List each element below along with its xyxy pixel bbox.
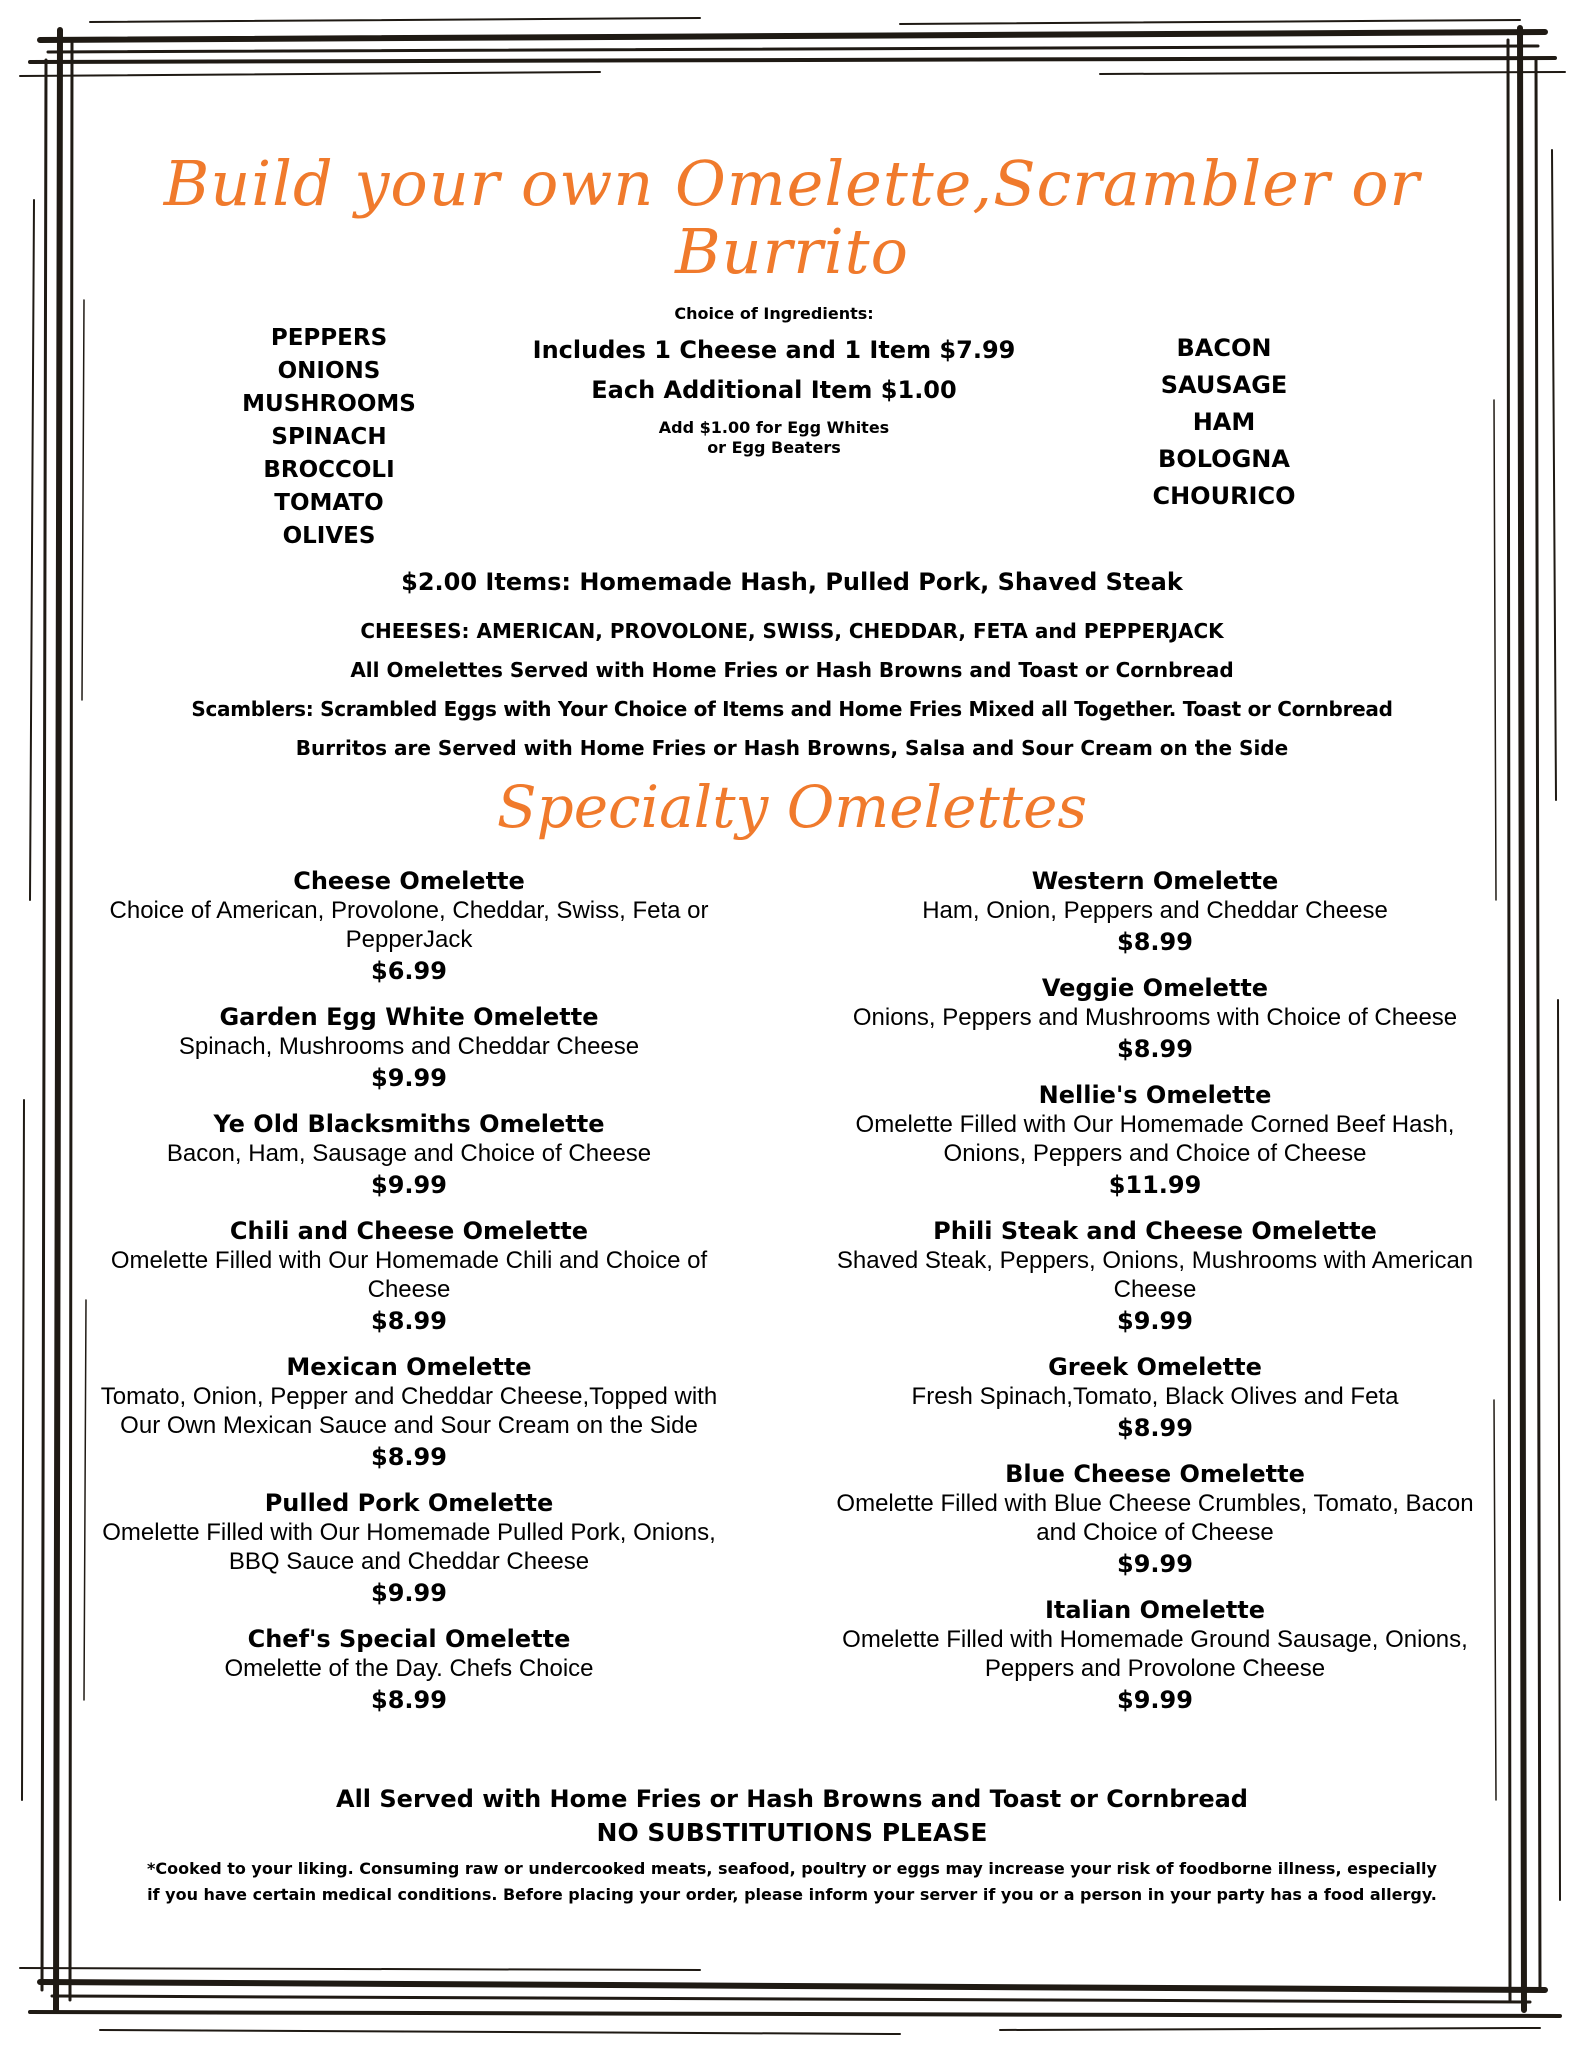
menu-item-price: $9.99 bbox=[371, 1171, 447, 1200]
burritos-note: Burritos are Served with Home Fries or Hash Browns, Salsa and Sour Cream on the Side bbox=[295, 736, 1289, 761]
menu-item-name: Ye Old Blacksmiths Omelette bbox=[213, 1110, 605, 1139]
menu-item-price: $9.99 bbox=[1117, 1550, 1193, 1579]
menu-item-name: Nellie's Omelette bbox=[1038, 1081, 1272, 1110]
menu-item bbox=[84, 1109, 734, 1202]
meat-list bbox=[1134, 330, 1314, 515]
specialty-column-left bbox=[84, 866, 734, 1731]
meat-item: CHOURICO bbox=[1152, 482, 1296, 511]
omelettes-served-note: All Omelettes Served with Home Fries or Hash Browns and Toast or Cornbread bbox=[350, 658, 1234, 683]
page-title: Build your own Omelette,Scrambler or Burrito bbox=[163, 147, 1421, 289]
menu-item-name: Blue Cheese Omelette bbox=[1005, 1460, 1305, 1489]
menu-item-description: Spinach, Mushrooms and Cheddar Cheese bbox=[178, 1033, 640, 1061]
menu-item-description: Tomato, Onion, Pepper and Cheddar Cheese,Topped with Our Own Mexican Sauce and Sour Cream on the Side bbox=[100, 1383, 718, 1440]
meat-item: HAM bbox=[1192, 408, 1256, 437]
menu-item-name: Western Omelette bbox=[1031, 867, 1279, 896]
no-substitutions-note: NO SUBSTITUTIONS PLEASE bbox=[596, 1818, 988, 1847]
menu-item-description: Omelette of the Day. Chefs Choice bbox=[224, 1655, 594, 1683]
meat-item: BOLOGNA bbox=[1158, 445, 1290, 474]
menu-item bbox=[830, 1080, 1480, 1202]
specialty-column-right bbox=[830, 866, 1480, 1731]
menu-item-description: Shaved Steak, Peppers, Onions, Mushrooms with American Cheese bbox=[836, 1247, 1474, 1304]
menu-item-description: Ham, Onion, Peppers and Cheddar Cheese bbox=[922, 897, 1388, 925]
menu-item-name: Italian Omelette bbox=[1044, 1596, 1266, 1625]
menu-item bbox=[830, 1352, 1480, 1445]
menu-item bbox=[84, 1352, 734, 1474]
menu-item-price: $9.99 bbox=[371, 1064, 447, 1093]
menu-item-name: Chili and Cheese Omelette bbox=[229, 1217, 589, 1246]
veggie-item: MUSHROOMS bbox=[242, 391, 416, 418]
food-allergy-disclaimer: *Cooked to your liking. Consuming raw or undercooked meats, seafood, poultry or eggs may increase your risk of foodborne illness, especially if you have certain medical conditions. Before placing your order, please inform your server if you or a person in your party has a food allergy. bbox=[147, 1859, 1437, 1904]
menu-item-price: $8.99 bbox=[1117, 1035, 1193, 1064]
choice-label: Choice of Ingredients: bbox=[674, 304, 874, 324]
veggie-item: TOMATO bbox=[274, 490, 384, 517]
menu-item-name: Mexican Omelette bbox=[286, 1353, 532, 1382]
menu-item bbox=[84, 1488, 734, 1610]
meat-item: BACON bbox=[1176, 334, 1272, 363]
specialty-title: Specialty Omelettes bbox=[496, 773, 1088, 842]
menu-item-description: Omelette Filled with Our Homemade Chili and Choice of Cheese bbox=[110, 1247, 708, 1304]
ingredients-section bbox=[84, 304, 1500, 564]
additional-price-line: Each Additional Item $1.00 bbox=[591, 376, 957, 405]
menu-item bbox=[830, 866, 1480, 959]
specialty-menu bbox=[84, 866, 1500, 1796]
veggie-item: SPINACH bbox=[271, 424, 387, 451]
menu-item-name: Cheese Omelette bbox=[293, 867, 525, 896]
menu-item-name: Greek Omelette bbox=[1048, 1353, 1262, 1382]
menu-item bbox=[84, 866, 734, 988]
menu-item-price: $8.99 bbox=[1117, 928, 1193, 957]
cheeses-note: CHEESES: AMERICAN, PROVOLONE, SWISS, CHEDDAR, FETA and PEPPERJACK bbox=[360, 619, 1224, 644]
menu-item-price: $9.99 bbox=[1117, 1307, 1193, 1336]
meat-item: SAUSAGE bbox=[1160, 371, 1288, 400]
veggie-item: BROCCOLI bbox=[263, 457, 395, 484]
menu-footer bbox=[84, 1782, 1500, 1908]
menu-item-price: $8.99 bbox=[1117, 1414, 1193, 1443]
premium-items-note: $2.00 Items: Homemade Hash, Pulled Pork, Shaved Steak bbox=[401, 568, 1183, 597]
menu-item-price: $9.99 bbox=[371, 1579, 447, 1608]
base-price-line: Includes 1 Cheese and 1 Item $7.99 bbox=[532, 336, 1016, 365]
menu-item-name: Phili Steak and Cheese Omelette bbox=[933, 1217, 1377, 1246]
menu-item bbox=[84, 1002, 734, 1095]
menu-item-description: Bacon, Ham, Sausage and Choice of Cheese bbox=[166, 1140, 652, 1168]
veggie-list bbox=[239, 322, 419, 553]
menu-item-description: Choice of American, Provolone, Cheddar, Swiss, Feta or PepperJack bbox=[109, 897, 709, 954]
menu-item-price: $9.99 bbox=[1117, 1686, 1193, 1715]
menu-item-description: Fresh Spinach,Tomato, Black Olives and Feta bbox=[911, 1383, 1399, 1411]
veggie-item: PEPPERS bbox=[270, 325, 388, 352]
menu-item bbox=[84, 1216, 734, 1338]
menu-item-name: Chef's Special Omelette bbox=[247, 1625, 571, 1654]
menu-item-price: $8.99 bbox=[371, 1307, 447, 1336]
menu-content bbox=[84, 147, 1500, 1796]
menu-item-name: Garden Egg White Omelette bbox=[219, 1003, 599, 1032]
veggie-item: OLIVES bbox=[282, 523, 376, 550]
menu-item-description: Omelette Filled with Our Homemade Corned Beef Hash, Onions, Peppers and Choice of Cheese bbox=[855, 1111, 1455, 1168]
menu-item-name: Pulled Pork Omelette bbox=[264, 1489, 554, 1518]
menu-item bbox=[830, 1216, 1480, 1338]
menu-item bbox=[830, 1595, 1480, 1717]
veggie-item: ONIONS bbox=[277, 358, 381, 385]
menu-item-description: Omelette Filled with Homemade Ground Sausage, Onions, Peppers and Provolone Cheese bbox=[842, 1626, 1468, 1683]
scramblers-note: Scamblers: Scrambled Eggs with Your Choice of Items and Home Fries Mixed all Together. Toast or Cornbread bbox=[191, 697, 1393, 722]
egg-white-note: Add $1.00 for Egg Whites bbox=[658, 418, 890, 438]
menu-item-price: $8.99 bbox=[371, 1443, 447, 1472]
menu-notes bbox=[84, 568, 1500, 768]
menu-item-price: $8.99 bbox=[371, 1686, 447, 1715]
pricing-info bbox=[504, 304, 1044, 458]
served-note: All Served with Home Fries or Hash Browns and Toast or Cornbread bbox=[336, 1785, 1248, 1813]
menu-item-name: Veggie Omelette bbox=[1041, 974, 1269, 1003]
menu-item-price: $6.99 bbox=[371, 957, 447, 986]
egg-beaters-note: or Egg Beaters bbox=[707, 438, 841, 458]
menu-item-description: Omelette Filled with Blue Cheese Crumbles, Tomato, Bacon and Choice of Cheese bbox=[836, 1490, 1474, 1547]
menu-item bbox=[830, 1459, 1480, 1581]
menu-item-description: Omelette Filled with Our Homemade Pulled Pork, Onions, BBQ Sauce and Cheddar Cheese bbox=[102, 1519, 716, 1576]
menu-item bbox=[830, 973, 1480, 1066]
menu-item-price: $11.99 bbox=[1108, 1171, 1202, 1200]
menu-item bbox=[84, 1624, 734, 1717]
menu-item-description: Onions, Peppers and Mushrooms with Choice of Cheese bbox=[852, 1004, 1458, 1032]
